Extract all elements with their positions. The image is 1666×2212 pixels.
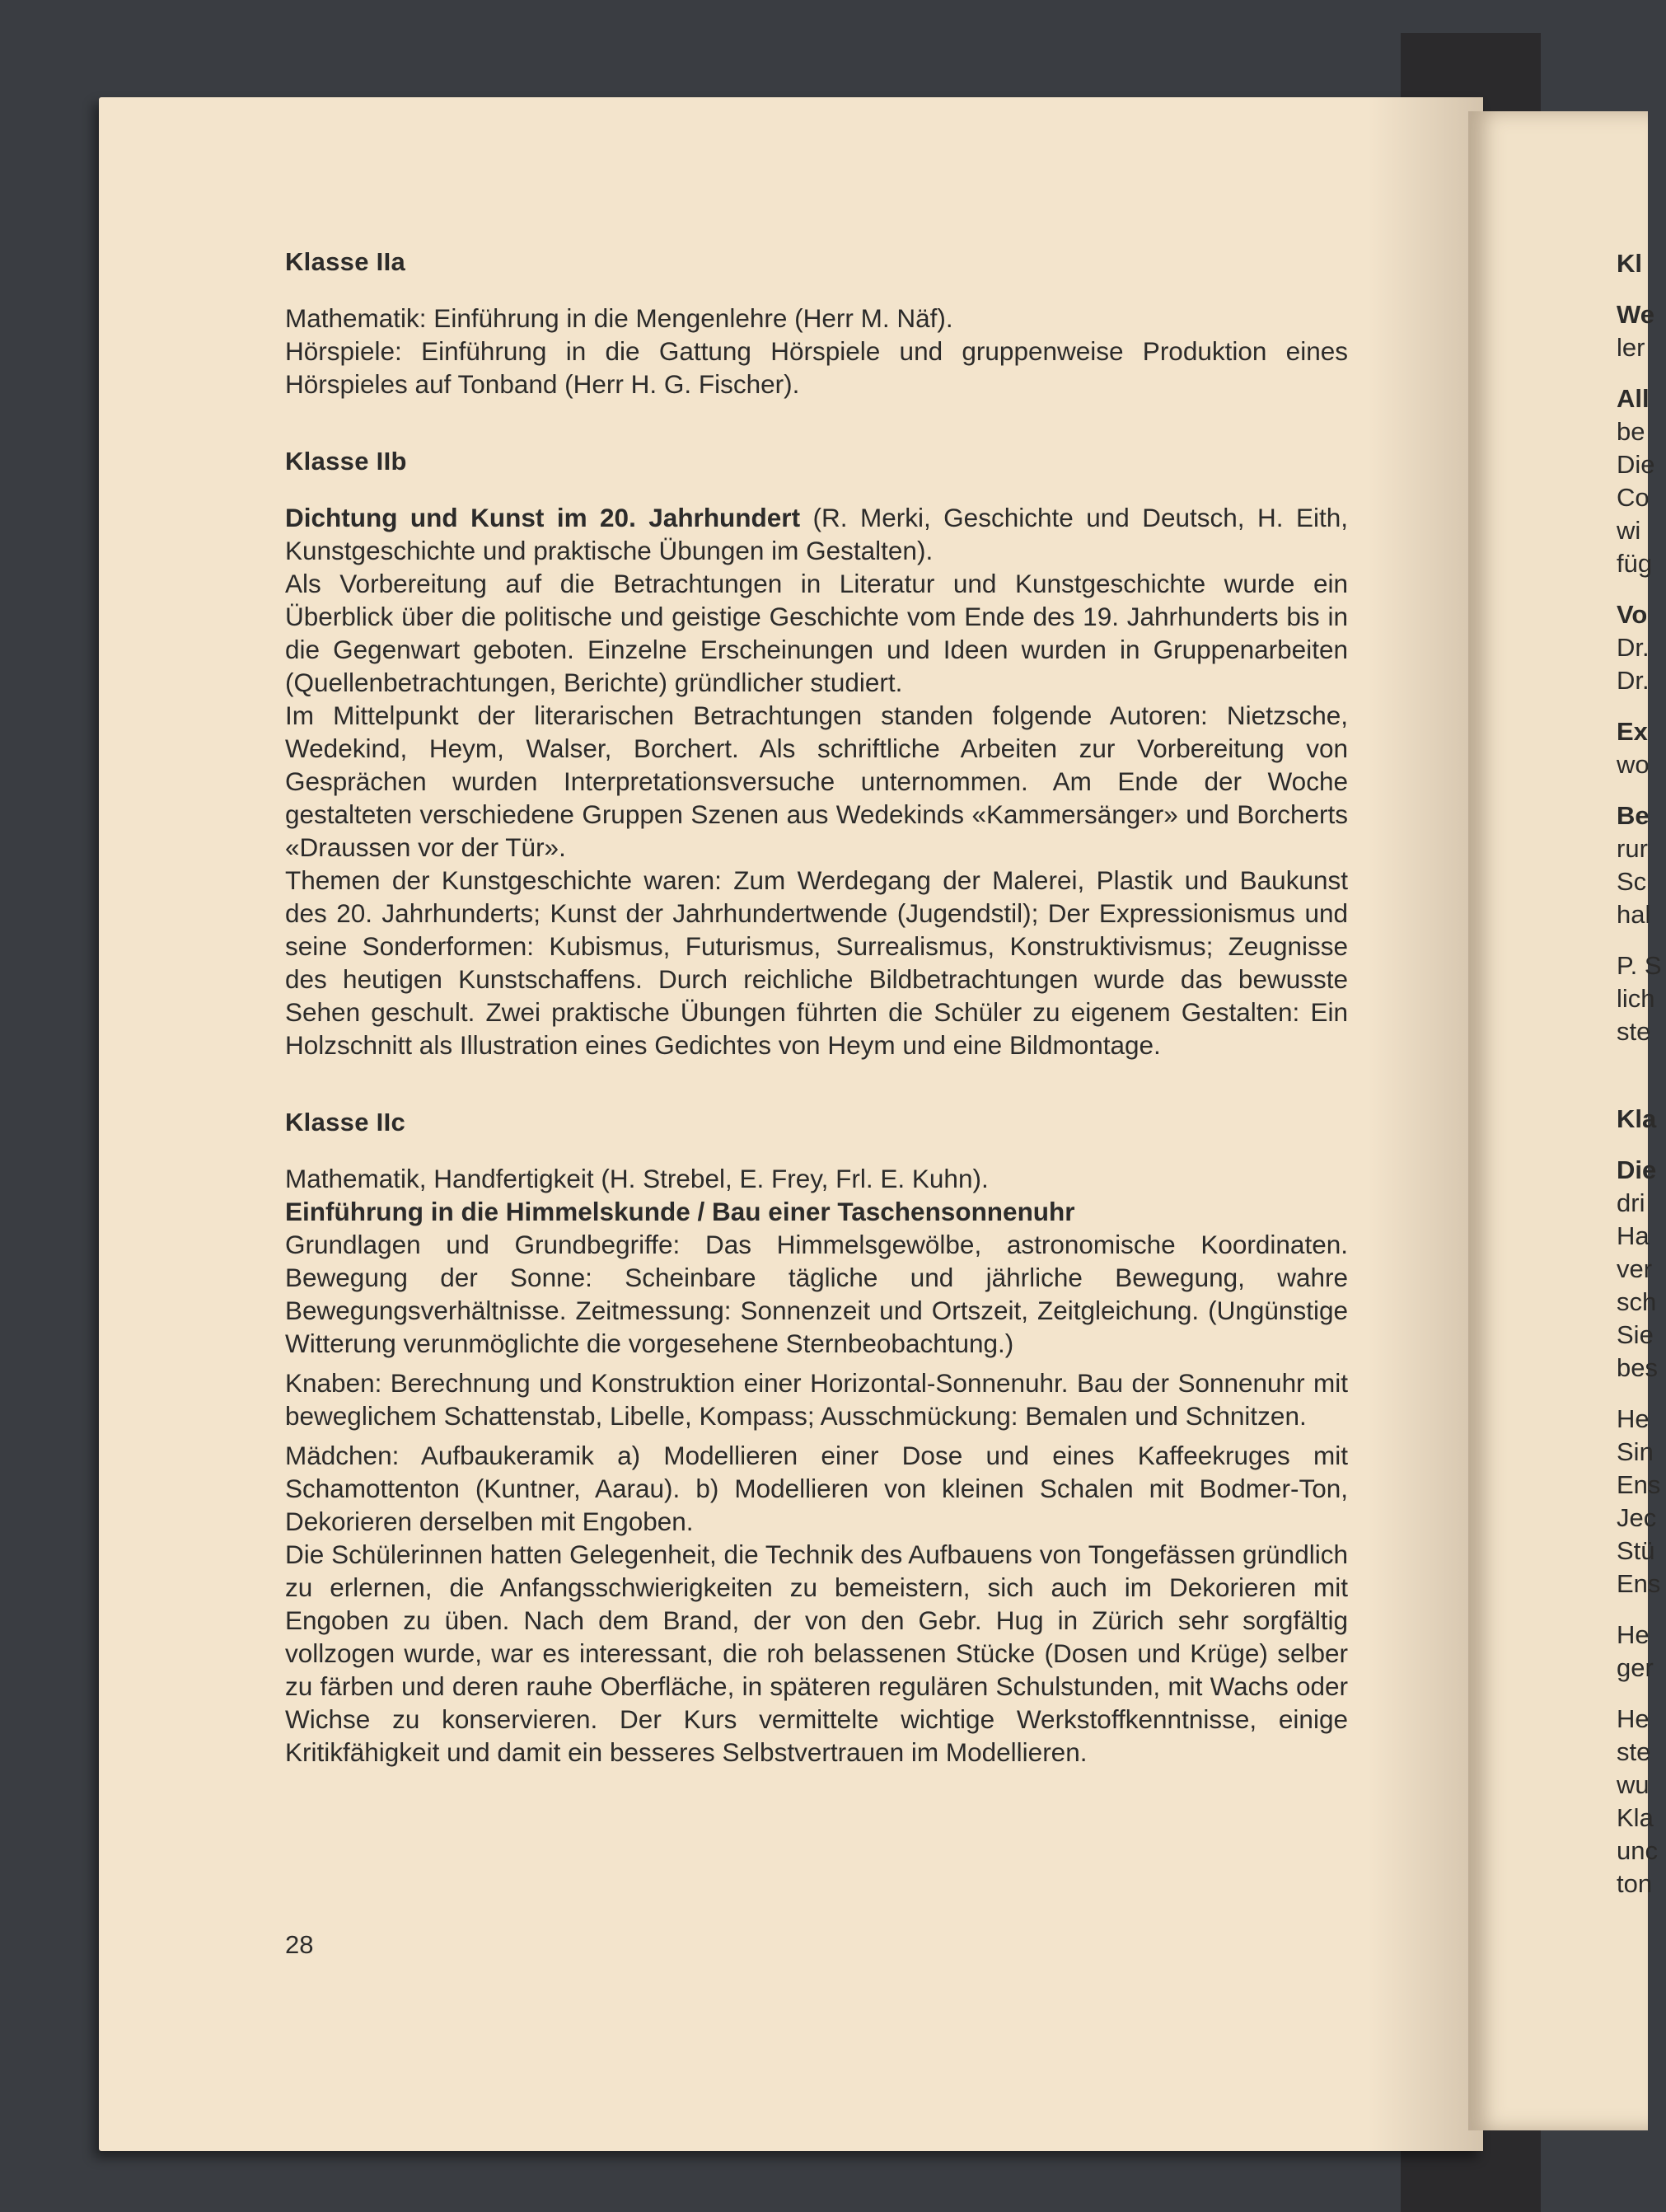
- bold-title: Dichtung und Kunst im 20. Jahrhundert: [285, 503, 801, 532]
- line-spacer: [1617, 1136, 1666, 1154]
- bold-title: Einführung in die Himmelskunde / Bau einer Taschensonnenuhr: [285, 1197, 1075, 1226]
- paragraph: Die Schülerinnen hatten Gelegenheit, die Technik des Aufbauens von Tongefässen gründlich zu erlernen, die Anfangsschwierigkeiten zu bemeistern, sich auch im Dekorieren mit Engoben zu üben. Nach dem Brand, der von den Gebr. Hug in Zürich sehr sorgfältig vollzogen wurde, war es interessant, die roh belassenen Stücke (Dosen und Krüge) selber zu färben und deren rauhe Oberfläche, in späteren regulären Schulstunden, mit Wachs oder Wichse zu konservieren. Der Kurs vermittelte wichtige Werkstoffkenntnisse, einige Kritikfähigkeit und damit ein besseres Selbstvertrauen im Modellieren.: [285, 1539, 1348, 1767]
- cut-off-line-fragment: Kla: [1617, 1803, 1654, 1832]
- page-number: 28: [285, 1930, 314, 1959]
- line-spacer: [1617, 280, 1666, 298]
- cut-off-line-fragment: Sc: [1617, 867, 1647, 896]
- paragraph: Mathematik: Einführung in die Mengenlehre (Herr M. Näf).: [285, 303, 953, 333]
- line-spacer: [1617, 1385, 1666, 1403]
- cut-off-line-fragment: hal: [1617, 900, 1651, 929]
- paragraph: Themen der Kunstgeschichte waren: Zum Werdegang der Malerei, Plastik und Baukunst des 20. Jahrhunderts; Kunst der Jahrhundertwende (Jugendstil); Der Expressionismus und seine Sonderformen: Kubismus, Futurismus, Surrealismus, Konstruktivismus; Zeugnisse des heutigen Kunstschaffens. Durch reichliche Bildbetrachtungen wurde das bewusste Sehen geschult. Zwei praktische Übungen führten die Schüler zu eigenem Gestalten: Ein Holzschnitt als Illustration eines Gedichtes von Heym und eine Bildmontage.: [285, 865, 1348, 1060]
- cut-off-line-fragment: Jec: [1617, 1503, 1657, 1532]
- cut-off-line-fragment: Kl: [1617, 249, 1642, 278]
- line-spacer: [1617, 1048, 1666, 1066]
- paragraph: Hörspiele: Einführung in die Gattung Hörspiele und gruppenweise Produktion eines Hörspieles auf Tonband (Herr H. G. Fischer).: [285, 336, 1348, 399]
- cut-off-line-fragment: P. S: [1617, 951, 1662, 980]
- line-spacer: [1617, 580, 1666, 598]
- line-spacer: [1617, 1685, 1666, 1703]
- line-spacer: [1617, 1085, 1666, 1103]
- cut-off-line-fragment: He: [1617, 1704, 1650, 1733]
- cut-off-line-fragment: Ha: [1617, 1221, 1650, 1250]
- paragraph: [285, 501, 1348, 567]
- cut-off-line-fragment: Co: [1617, 483, 1650, 512]
- cut-off-line-fragment: He: [1617, 1620, 1650, 1649]
- cut-off-line-fragment: sch: [1617, 1287, 1657, 1316]
- cut-off-line-fragment: unc: [1617, 1836, 1658, 1865]
- cut-off-line-fragment: Sin: [1617, 1437, 1654, 1466]
- cut-off-line-fragment: dri: [1617, 1188, 1645, 1217]
- cut-off-line-fragment: Dr.: [1617, 666, 1650, 695]
- cut-off-line-fragment: He: [1617, 1404, 1650, 1433]
- cut-off-line-fragment: wo: [1617, 750, 1650, 779]
- cut-off-line-fragment: Be: [1617, 801, 1650, 830]
- section-klasse-iib: [285, 445, 1348, 1061]
- cut-off-line-fragment: ger: [1617, 1653, 1654, 1682]
- section-klasse-iia: [285, 246, 1348, 401]
- cut-off-line-fragment: ste: [1617, 1017, 1651, 1046]
- paragraph-text: (R. Merki, Geschichte und Deutsch, H. Eith, Kunstgeschichte und praktische Übungen im Gestalten).: [285, 503, 1348, 565]
- cut-off-line-fragment: We: [1617, 300, 1654, 329]
- cut-off-line-fragment: ton: [1617, 1869, 1653, 1898]
- paragraph: Mathematik, Handfertigkeit (H. Strebel, E. Frey, Frl. E. Kuhn).: [285, 1164, 989, 1193]
- cut-off-line-fragment: Vo: [1617, 600, 1648, 629]
- cut-off-line-fragment: Ex: [1617, 717, 1648, 746]
- paragraph: Grundlagen und Grundbegriffe: Das Himmelsgewölbe, astronomische Koordinaten. Bewegung der Sonne: Scheinbare tägliche und jährliche Bewegung, wahre Bewegungsverhältnisse. Zeitmessung: Sonnenzeit und Ortszeit, Zeitgleichung. (Ungünstige Witterung verunmöglichte die vorgesehene Sternbeobachtung.): [285, 1230, 1348, 1358]
- line-spacer: [1617, 931, 1666, 949]
- section-heading: Klasse IIa: [285, 247, 406, 276]
- cut-off-line-fragment: Ens: [1617, 1470, 1661, 1499]
- cut-off-line-fragment: Die: [1617, 1155, 1657, 1184]
- cut-off-line-fragment: Kla: [1617, 1104, 1657, 1133]
- cut-off-line-fragment: All: [1617, 384, 1650, 413]
- paragraph: Als Vorbereitung auf die Betrachtungen in Literatur und Kunstgeschichte wurde ein Überblick über die politische und geistige Geschichte vom Ende des 19. Jahrhunderts bis in die Gegenwart geboten. Einzelne Erscheinungen und Ideen wurden in Gruppenarbeiten (Quellenbetrachtungen, Berichte) gründlicher studiert.: [285, 569, 1348, 697]
- bold-subtitle: [285, 1195, 1348, 1228]
- cut-off-line-fragment: wu: [1617, 1770, 1650, 1799]
- cut-off-line-fragment: ler: [1617, 333, 1645, 362]
- cut-off-line-fragment: rur: [1617, 834, 1648, 863]
- left-page-text: [285, 246, 1348, 1769]
- section-heading: Klasse IIb: [285, 447, 407, 476]
- paragraph: Knaben: Berechnung und Konstruktion einer Horizontal-Sonnenuhr. Bau der Sonnenuhr mit beweglichem Schattenstab, Libelle, Kompass; Ausschmückung: Bemalen und Schnitzen.: [285, 1368, 1348, 1431]
- line-spacer: [1617, 1066, 1666, 1085]
- cut-off-line-fragment: Ens: [1617, 1569, 1661, 1598]
- cut-off-line-fragment: ste: [1617, 1737, 1651, 1766]
- paragraph: Im Mittelpunkt der literarischen Betrachtungen standen folgende Autoren: Nietzsche, Wedekind, Heym, Walser, Borchert. Als schriftliche Arbeiten zur Vorbereitung von Gesprächen wurden Interpretationsversuche unternommen. Am Ende der Woche gestalteten verschiedene Gruppen Szenen aus Wedekinds «Kammersänger» und Borcherts «Draussen vor der Tür».: [285, 701, 1348, 862]
- cut-off-line-fragment: be: [1617, 417, 1645, 446]
- cut-off-line-fragment: ver: [1617, 1254, 1653, 1283]
- cut-off-line-fragment: Dr.: [1617, 633, 1650, 662]
- line-spacer: [1617, 781, 1666, 799]
- line-spacer: [1617, 364, 1666, 382]
- cut-off-line-fragment: Die: [1617, 450, 1655, 479]
- cut-off-line-fragment: lich: [1617, 984, 1655, 1013]
- paragraph: Mädchen: Aufbaukeramik a) Modellieren einer Dose und eines Kaffeekruges mit Schamottenton (Kuntner, Aarau). b) Modellieren von kleinen Schalen mit Bodmer-Ton, Dekorieren derselben mit Engoben.: [285, 1441, 1348, 1536]
- cut-off-line-fragment: wi: [1617, 516, 1641, 545]
- line-spacer: [1617, 697, 1666, 715]
- line-spacer: [1617, 1600, 1666, 1619]
- right-page-cut-text: [1617, 247, 1666, 1900]
- cut-off-line-fragment: bes: [1617, 1353, 1658, 1382]
- cut-off-line-fragment: Stü: [1617, 1536, 1655, 1565]
- cut-off-line-fragment: Sie: [1617, 1320, 1654, 1349]
- cut-off-line-fragment: füg: [1617, 549, 1653, 578]
- section-klasse-iic: [285, 1106, 1348, 1769]
- section-heading: Klasse IIc: [285, 1108, 406, 1136]
